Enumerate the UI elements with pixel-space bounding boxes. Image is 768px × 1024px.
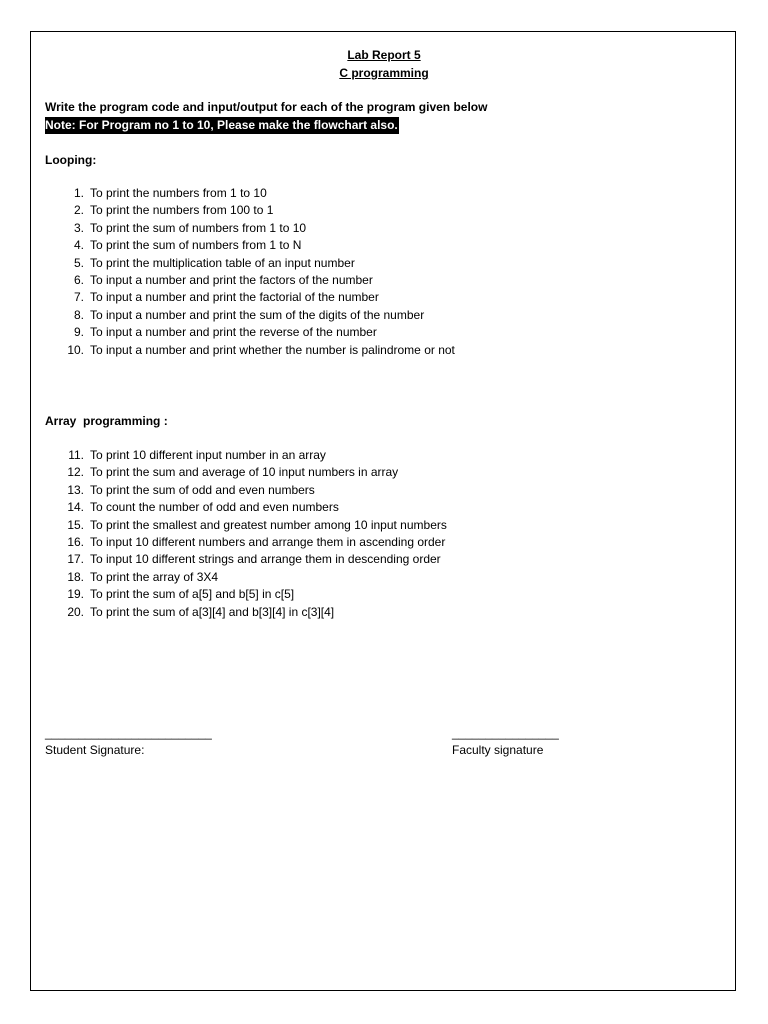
item-number: 3. [73, 220, 84, 235]
item-number: 15. [67, 517, 84, 532]
item-number: 4. [73, 238, 84, 253]
flowchart-note: Note: For Program no 1 to 10, Please make the flowchart also. [45, 118, 398, 132]
item-text: To print the multiplication table of an input number [90, 255, 355, 270]
item-text: To input 10 different numbers and arrange them in ascending order [90, 534, 446, 549]
item-text: To print the sum and average of 10 input numbers in array [90, 465, 399, 480]
item-number: 18. [67, 569, 84, 584]
item-number: 9. [73, 325, 84, 340]
item-number: 6. [73, 272, 84, 287]
student-signature-line: _________________________ [45, 726, 212, 740]
item-text: To print the sum of a[5] and b[5] in c[5] [90, 587, 295, 602]
item-text: To input a number and print the factors of the number [90, 272, 373, 287]
faculty-signature-label: Faculty signature [452, 743, 544, 757]
item-text: To count the number of odd and even numbers [90, 500, 339, 515]
item-number: 1. [73, 186, 84, 200]
item-text: To input a number and print the sum of the digits of the number [90, 307, 425, 322]
item-number: 8. [73, 307, 84, 322]
report-title: Lab Report 5 [347, 48, 421, 62]
item-number: 17. [67, 552, 84, 567]
array-heading: Array programming : [45, 414, 168, 428]
student-signature-label: Student Signature: [45, 743, 145, 757]
item-number: 16. [67, 534, 84, 549]
item-text: To input 10 different strings and arrange them in descending order [90, 552, 441, 567]
item-text: To print the sum of a[3][4] and b[3][4] in c[3][4] [90, 604, 335, 619]
item-text: To print the sum of numbers from 1 to 10 [90, 220, 307, 235]
item-text: To print the numbers from 100 to 1 [90, 203, 274, 218]
item-text: To input a number and print whether the number is palindrome or not [90, 342, 455, 357]
item-text: To print the smallest and greatest number among 10 input numbers [90, 517, 447, 532]
item-text: To print the sum of odd and even numbers [90, 482, 315, 497]
item-text: To print the sum of numbers from 1 to N [90, 238, 302, 253]
item-number: 11. [68, 448, 84, 462]
item-text: To input a number and print the reverse of the number [90, 325, 377, 340]
item-text: To print the array of 3X4 [90, 569, 219, 584]
faculty-signature-line: ________________ [452, 726, 559, 740]
item-number: 20. [67, 604, 84, 619]
item-number: 14. [67, 500, 84, 515]
item-number: 7. [73, 290, 84, 305]
item-number: 2. [73, 203, 84, 218]
item-number: 10. [67, 342, 84, 357]
item-number: 5. [73, 255, 84, 270]
item-text: To print the numbers from 1 to 10 [90, 186, 267, 200]
item-number: 13. [67, 482, 84, 497]
instruction-text: Write the program code and input/output for each of the program given below [45, 100, 488, 114]
report-subtitle: C programming [339, 66, 429, 80]
item-number: 19. [67, 587, 84, 602]
item-text: To input a number and print the factorial of the number [90, 290, 379, 305]
looping-heading: Looping: [45, 153, 97, 167]
item-text: To print 10 different input number in an array [90, 448, 326, 462]
item-number: 12. [67, 465, 84, 480]
